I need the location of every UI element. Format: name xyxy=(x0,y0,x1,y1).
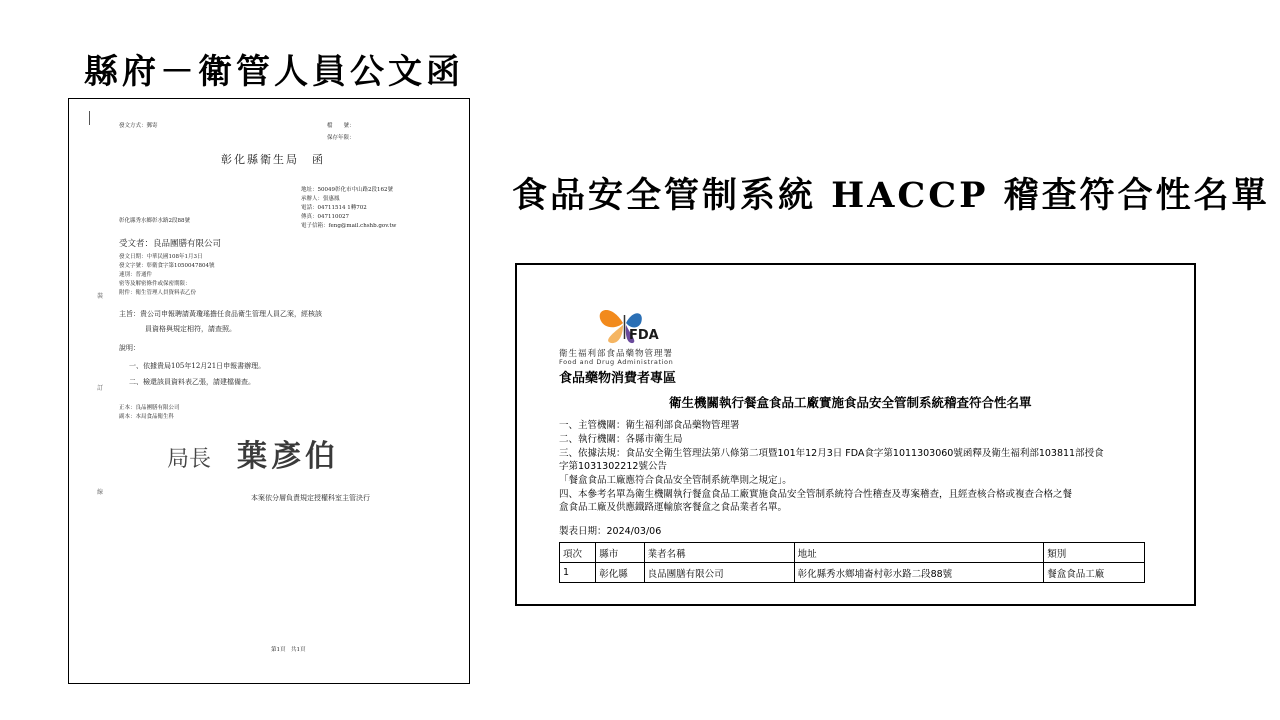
doc-line-7: 盒食品工廠及供應鐵路運輸旅客餐盒之食品業者名單。 xyxy=(559,502,788,513)
letter-header: 彰化縣衛生局 函 xyxy=(221,153,325,166)
description-label: 說明： xyxy=(119,344,140,352)
attachment: 附件：衛生管理人員資料表乙份 xyxy=(119,290,197,296)
cc-original: 正本：良品團膳有限公司 xyxy=(119,405,180,411)
page-number: 第1頁 共1頁 xyxy=(271,647,306,653)
doc-line-2: 二、執行機關：各縣市衛生局 xyxy=(559,434,683,445)
table-header-row xyxy=(560,543,1145,563)
left-section-title: 縣府－衛管人員公文函 xyxy=(84,52,464,92)
margin-char-staple: 訂 xyxy=(97,385,104,392)
agency-name-cn: 衛生福利部食品藥物管理署 xyxy=(559,349,674,359)
consumer-zone-title: 食品藥物消費者專區 xyxy=(559,371,677,386)
phone-number: 電話：04711514 1轉702 xyxy=(301,205,367,211)
fax-number: 傳真：047110027 xyxy=(301,214,349,220)
table-date: 製表日期：2024/03/06 xyxy=(559,526,662,537)
header-index: 項次 xyxy=(560,543,596,563)
document-number: 發文字號：彰衛食字第1050047804號 xyxy=(119,263,215,269)
recipient-address: 彰化縣秀水鄉彰水路2段88號 xyxy=(119,218,190,224)
header-category: 類別 xyxy=(1044,543,1145,563)
doc-line-6: 四、本參考名單為衛生機關執行餐盒食品工廠實施食品安全管制系統符合性稽查及專案稽查，且經查核合格或複查合格之餐 xyxy=(559,489,1073,500)
official-letter-scan xyxy=(68,98,470,684)
compliance-table xyxy=(559,542,1145,583)
cell-address: 彰化縣秀水鄉埔崙村彰水路二段88號 xyxy=(794,563,1044,583)
doc-line-5: 「餐盒食品工廠應符合食品安全管制系統準則之規定」。 xyxy=(559,475,792,486)
header-address: 地址 xyxy=(794,543,1044,563)
cell-index: 1 xyxy=(560,563,596,583)
secrecy-level: 密等及解密條件或保密期限： xyxy=(119,281,191,287)
fda-compliance-document xyxy=(515,263,1196,606)
header-county: 縣市 xyxy=(596,543,644,563)
issue-date: 發文日期：中華民國108年1月3日 xyxy=(119,254,203,260)
send-method: 發文方式：郵寄 xyxy=(119,123,158,129)
description-item-2: 二、檢還該員資料表乙張，請建檔備查。 xyxy=(129,378,255,386)
sender-address: 地址：50049彰化市中山路2段162號 xyxy=(301,187,393,193)
agency-name-en: Food and Drug Administration xyxy=(559,358,674,366)
subject-line-1: 主旨：貴公司申報聘請黃瓊瑤擔任食品衛生管理人員乙案，經核該 xyxy=(119,310,322,318)
margin-char-line: 線 xyxy=(97,489,104,496)
delegation-note: 本案依分層負責規定授權科室主管決行 xyxy=(251,494,370,502)
signature-name: 葉彥伯 xyxy=(237,439,339,474)
recipient: 受文者：良品團膳有限公司 xyxy=(119,239,222,249)
file-number: 檔 號： xyxy=(327,123,355,129)
cell-county: 彰化縣 xyxy=(596,563,644,583)
contact-person: 承辦人：張惠鳳 xyxy=(301,196,340,202)
doc-line-4: 字第1031302212號公告 xyxy=(559,461,667,472)
cc-copy: 副本：本局食品衛生科 xyxy=(119,414,175,420)
retention-period: 保存年限： xyxy=(327,135,355,141)
email-address: 電子信箱：feng@mail.chshb.gov.tw xyxy=(301,223,397,229)
cell-category: 餐盒食品工廠 xyxy=(1044,563,1145,583)
fda-logo-text: FDA xyxy=(629,328,659,343)
delivery-speed: 速別：普通件 xyxy=(119,272,153,278)
signature-title: 局長 xyxy=(167,447,212,472)
table-row xyxy=(560,563,1145,583)
header-company: 業者名稱 xyxy=(644,543,794,563)
document-title: 衛生機關執行餐盒食品工廠實施食品安全管制系統稽查符合性名單 xyxy=(669,395,1032,410)
doc-line-1: 一、主管機關：衛生福利部食品藥物管理署 xyxy=(559,420,740,431)
description-item-1: 一、依據貴局105年12月21日申報書辦理。 xyxy=(129,362,266,370)
doc-line-3: 三、依據法規：食品安全衛生管理法第八條第二項暨101年12月3日 FDA食字第1011303060號函釋及衛生福利部103811部授食 xyxy=(559,448,1104,459)
margin-mark xyxy=(89,111,92,125)
subject-line-2: 員資格與規定相符，請查照。 xyxy=(145,325,236,333)
cell-company: 良品團膳有限公司 xyxy=(644,563,794,583)
right-section-title: 食品安全管制系統 HACCP 稽查符合性名單 xyxy=(512,175,1270,216)
margin-char-bind: 裝 xyxy=(97,293,104,300)
